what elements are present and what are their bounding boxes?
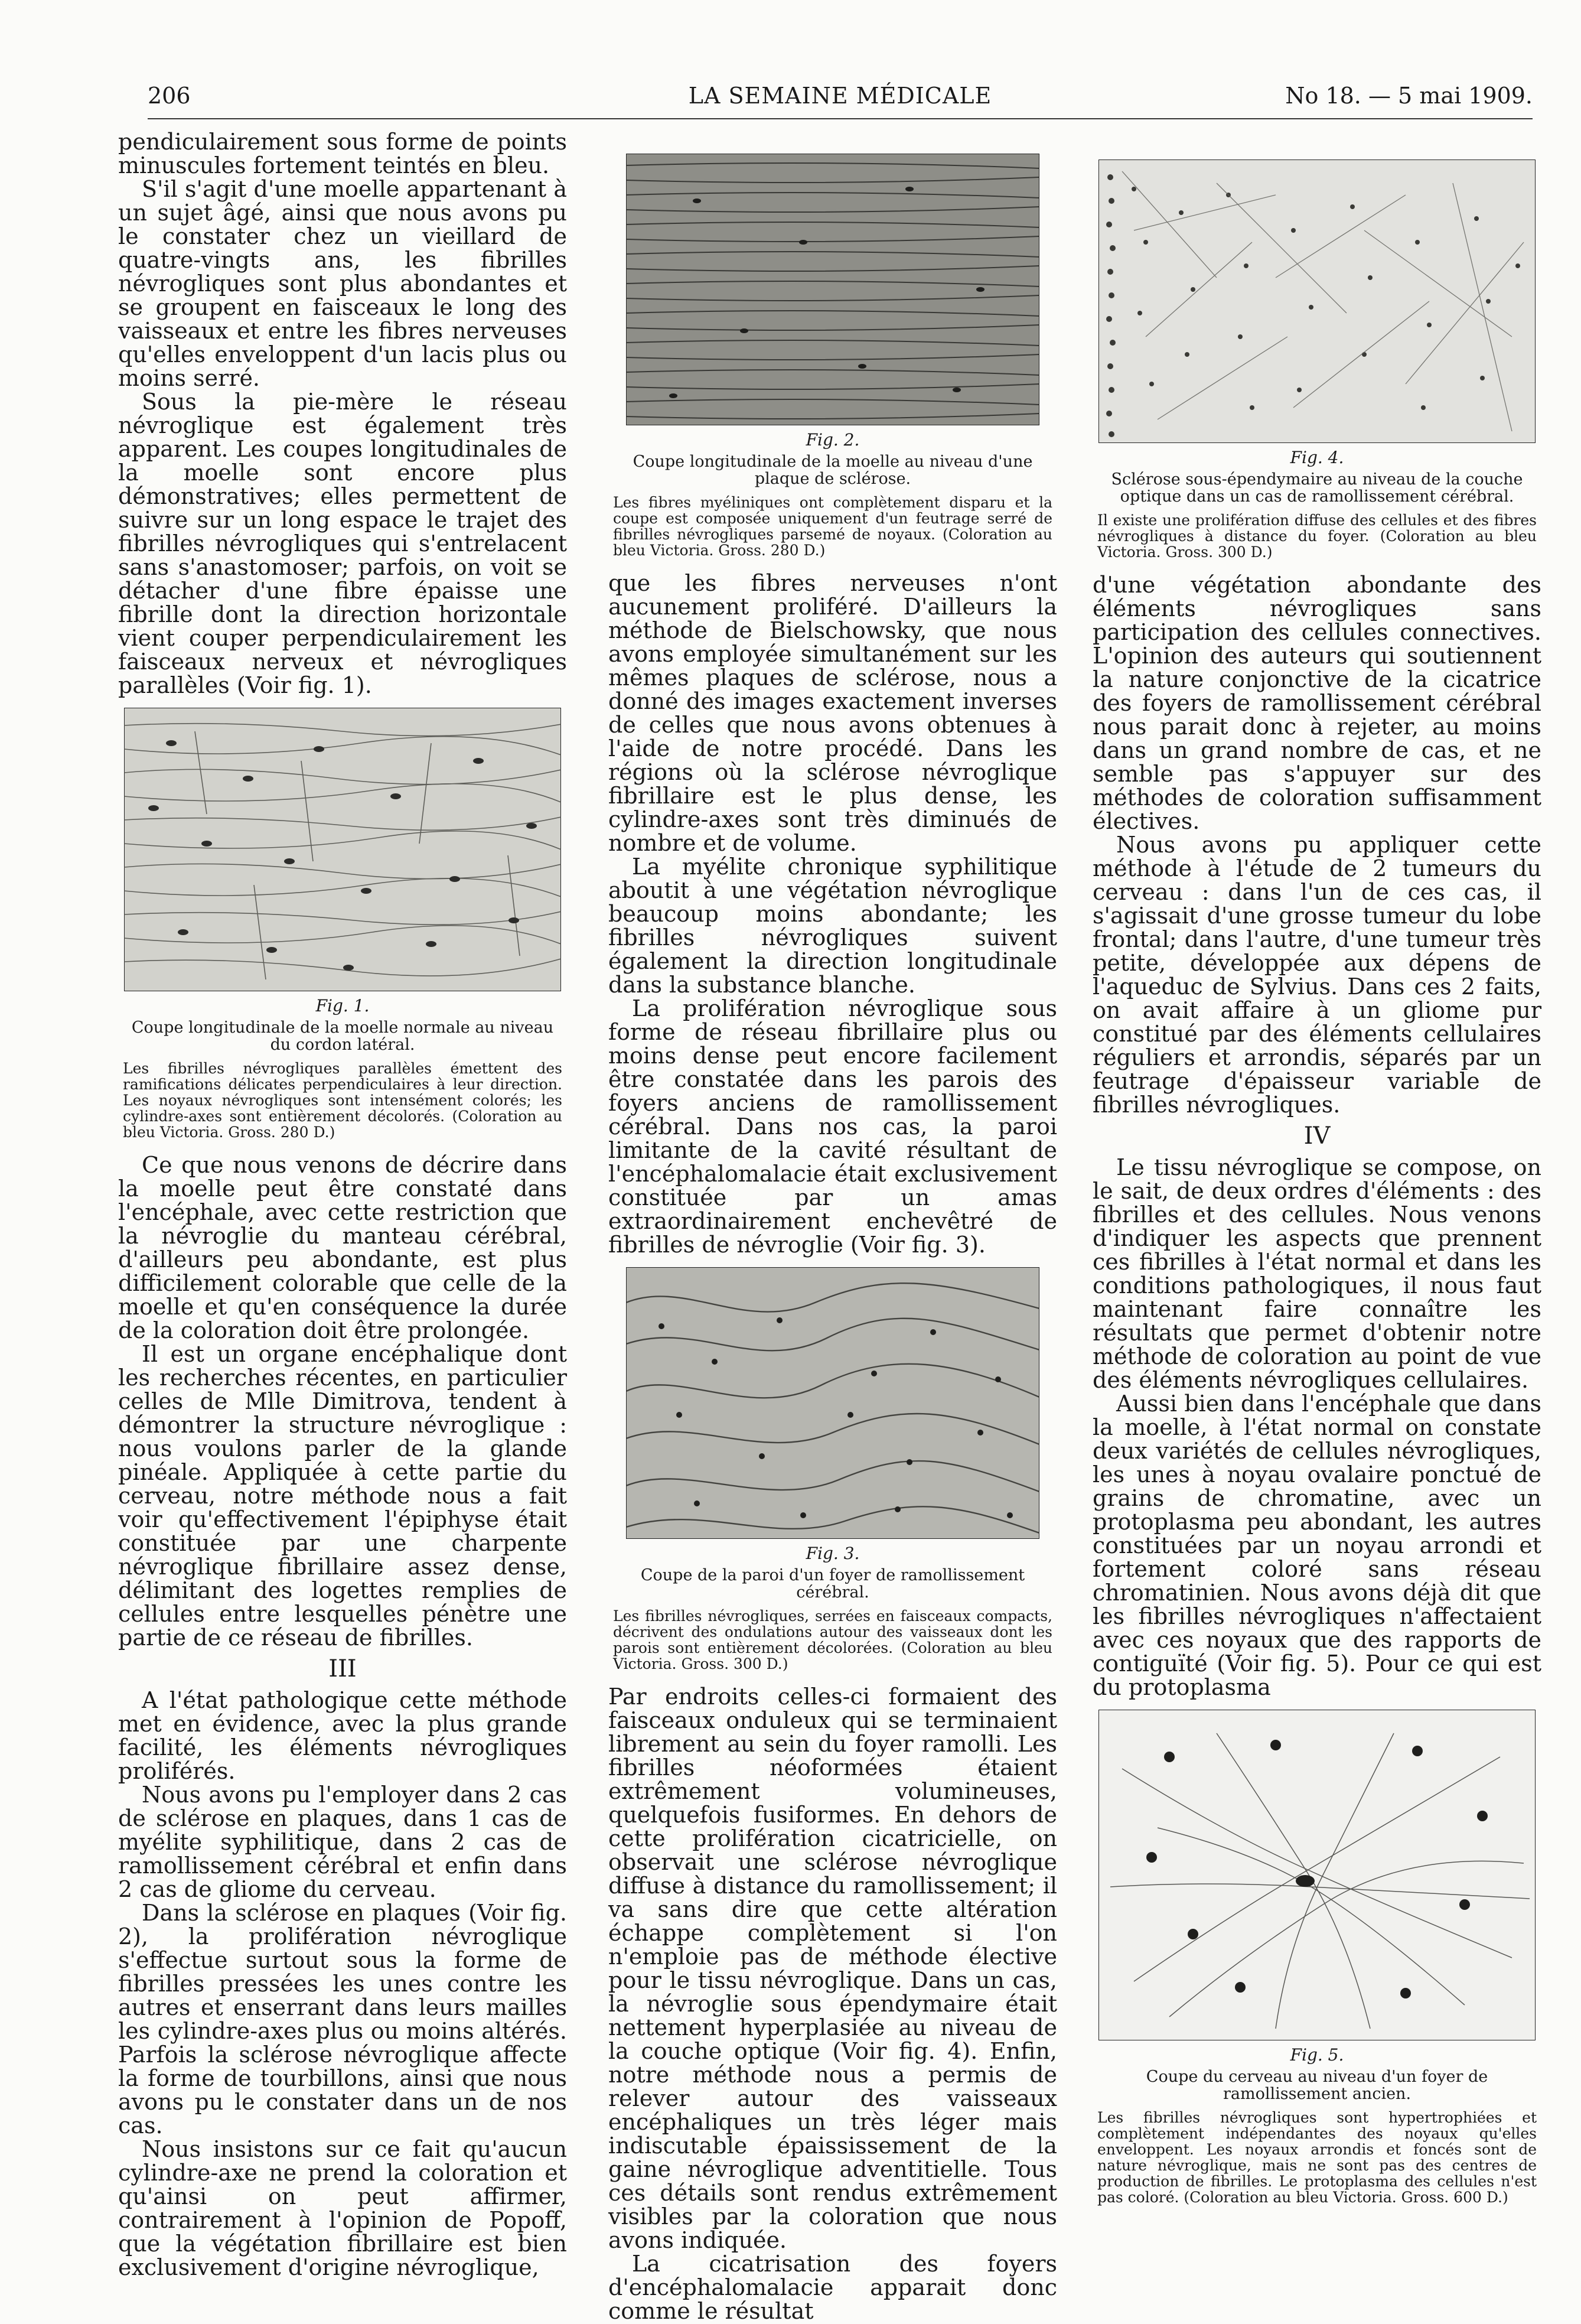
figure-4-label: Fig. 4.	[1290, 448, 1344, 467]
paragraph: d'une végétation abondante des éléments névrogliques sans participation des cellules connectives. L'opinion des auteurs qui soutiennent la nature conjonctive de la cicatrice des foyers de ramollissement cérébral nous parait donc à rejeter, au moins dans un grand nombre de cas, et ne semble pas s'appuyer sur des méthodes de coloration suffisamment électives.	[1093, 572, 1541, 834]
paragraph: La myélite chronique syphilitique aboutit à une végétation névroglique beaucoup moins abondante; les fibrilles névrogliques suivent également la direction longitudinale dans la substance blanche.	[608, 854, 1057, 998]
figure-5-illustration	[1098, 1710, 1536, 2040]
paragraph: pendiculairement sous forme de points minuscules fortement teintés en bleu.	[118, 129, 567, 178]
figure-3-description: Les fibrilles névrogliques, serrées en faisceaux compacts, décrivent des ondulations autour des vaisseaux dont les parois sont entièrement décolorées. (Coloration au bleu Victoria. Gross. 300 D.)	[613, 1607, 1052, 1672]
figure-5-caption: Coupe du cerveau au niveau d'un foyer de ramollissement ancien.	[1146, 2068, 1488, 2103]
paragraph: La cicatrisation des foyers d'encéphalomalacie apparait donc comme le résultat	[608, 2251, 1057, 2324]
issue-date: No 18. — 5 mai 1909.	[1285, 83, 1533, 109]
paragraph: Nous avons pu appliquer cette méthode à l'étude de 2 tumeurs du cerveau : dans l'un de ces cas, il s'agissait d'une grosse tumeur du lobe frontal; dans l'autre, d'une tumeur très petite, développée aux dépens de l'aqueduc de Sylvius. Dans ces 2 faits, on avait affaire à un gliome pur constitué par des éléments cellulaires réguliers et arrondis, séparés par un feutrage d'épaisseur variable de fibrilles névrogliques.	[1093, 832, 1541, 1118]
figure-2-caption: Coupe longitudinale de la moelle au niveau d'une plaque de sclérose.	[633, 453, 1033, 488]
figure-1-description: Les fibrilles névrogliques parallèles émettent des ramifications délicates perpendiculaires à leur direction. Les noyaux névrogliques sont intensément colorés; les cylindre-axes sont entièrement décolorés. (Coloration au bleu Victoria. Gross. 280 D.)	[123, 1060, 562, 1141]
figure-2	[608, 154, 1057, 558]
figure-1-illustration	[124, 708, 561, 991]
paragraph: Ce que nous venons de décrire dans la moelle peut être constaté dans l'encéphale, avec cette restriction que la névroglie du manteau cérébral, d'ailleurs peu abondante, est plus difficilement colorable que celle de la moelle et qu'en conséquence la durée de la coloration doit être prolongée.	[118, 1152, 567, 1343]
paragraph: Dans la sclérose en plaques (Voir fig. 2), la prolifération névroglique s'effectue surtout sous la forme de fibrilles pressées les unes contre les autres et enserrant dans leurs mailles les cylindre-axes plus ou moins altérés. Parfois la sclérose névroglique affecte la forme de tourbillons, ainsi que nous avons pu le constater dans un de nos cas.	[118, 1900, 567, 2139]
figure-3-illustration	[626, 1267, 1039, 1539]
paragraph: Il est un organe encéphalique dont les recherches récentes, en particulier celles de Mlle Dimitrova, tendent à démontrer la structure névroglique : nous voulons parler de la glande pinéale. Appliquée à cette partie du cerveau, notre méthode nous a fait voir qu'effectivement l'épiphyse était constituée par une charpente névroglique fibrillaire assez dense, délimitant des logettes remplies de cellules entre lesquelles pénètre une partie de ce réseau de fibrilles.	[118, 1341, 567, 1651]
figure-2-illustration	[626, 154, 1039, 425]
figure-4-description: Il existe une prolifération diffuse des cellules et des fibres névrogliques à distance du foyer. (Coloration au bleu Victoria. Gross. 300 D.)	[1097, 512, 1537, 561]
figure-1-label: Fig. 1.	[315, 996, 370, 1015]
figure-2-label: Fig. 2.	[806, 430, 860, 450]
section-heading-iv: IV	[1303, 1122, 1331, 1150]
column-middle	[608, 130, 1057, 2323]
figure-4-caption: Sclérose sous-épendymaire au niveau de la couche optique dans un cas de ramollissement cérébral.	[1111, 470, 1523, 506]
running-header	[148, 83, 1533, 118]
paragraph: S'il s'agit d'une moelle appartenant à un sujet âgé, ainsi que nous avons pu le constater chez un vieillard de quatre-vingts ans, les fibrilles névrogliques sont plus abondantes et se groupent en faisceaux le long des vaisseaux et entre les fibres nerveuses qu'elles enveloppent d'un lacis plus ou moins serré.	[118, 176, 567, 391]
paragraph: A l'état pathologique cette méthode met en évidence, avec la plus grande facilité, les éléments névrogliques proliférés.	[118, 1687, 567, 1784]
column-right	[1093, 130, 1541, 2218]
figure-4	[1093, 160, 1541, 560]
paragraph: que les fibres nerveuses n'ont aucunement proliféré. D'ailleurs la méthode de Bielschowsky, que nous avons employée simultanément sur les mêmes plaques de sclérose, nous a donné des images exactement inverses de celles que nous avons obtenues à l'aide de notre procédé. Dans les régions où la sclérose névroglique fibrillaire est le plus dense, les cylindre-axes sont très diminués de nombre et de volume.	[608, 570, 1057, 856]
figure-5-description: Les fibrilles névrogliques sont hypertrophiées et complètement indépendantes des noyaux qu'elles enveloppent. Les noyaux arrondis et foncés sont de nature névroglique, mais ne sont pas des centres de production de fibrilles. Le protoplasma des cellules n'est pas coloré. (Coloration au bleu Victoria. Gross. 600 D.)	[1097, 2109, 1537, 2206]
figure-1	[118, 708, 567, 1140]
paragraph: Nous avons pu l'employer dans 2 cas de sclérose en plaques, dans 1 cas de myélite syphilitique, dans 2 cas de ramollissement cérébral et enfin dans 2 cas de gliome du cerveau.	[118, 1782, 567, 1902]
figure-4-illustration	[1098, 160, 1536, 443]
figure-5	[1093, 1710, 1541, 2205]
figure-1-caption: Coupe longitudinale de la moelle normale au niveau du cordon latéral.	[131, 1018, 554, 1054]
paragraph: Aussi bien dans l'encéphale que dans la moelle, à l'état normal on constate deux variétés de cellules névrogliques, les unes à noyau ovalaire ponctué de grains de chromatine, avec un protoplasma peu abondant, les autres constituées par un noyau arrondi et fortement coloré sans réseau chromatinien. Nous avons déjà dit que les fibrilles névrogliques n'affectaient avec ces noyaux que des rapports de contiguïté (Voir fig. 5). Pour ce qui est du protoplasma	[1093, 1391, 1541, 1700]
paragraph: Sous la pie-mère le réseau névroglique est également très apparent. Les coupes longitudinales de la moelle sont encore plus démonstratives; elles permettent de suivre sur un long espace le trajet des fibrilles névrogliques qui s'entrelacent sans s'anastomoser; parfois, on voit se détacher d'une fibre épaisse une fibrille dont la direction horizontale vient couper perpendiculairement les faisceaux nerveux et névrogliques parallèles (Voir fig. 1).	[118, 389, 567, 698]
page-number: 206	[148, 83, 191, 109]
figure-3	[608, 1267, 1057, 1672]
figure-5-label: Fig. 5.	[1290, 2045, 1344, 2065]
paragraph: La prolifération névroglique sous forme de réseau fibrillaire plus ou moins dense peut encore facilement être constatée dans les parois des foyers anciens de ramollissement cérébral. Dans nos cas, la paroi limitante de la cavité résultant de l'encéphalomalacie était exclusivement constituée par un amas extraordinairement enchevêtré de fibrilles de névroglie (Voir fig. 3).	[608, 995, 1057, 1258]
paragraph: Le tissu névroglique se compose, on le sait, de deux ordres d'éléments : des fibrilles et des cellules. Nous venons d'indiquer les aspects que prennent ces fibrilles à l'état normal et dans les conditions pathologiques, il nous faut maintenant faire connaître les résultats que permet d'obtenir notre méthode de coloration au point de vue des éléments névrogliques cellulaires.	[1093, 1154, 1541, 1393]
figure-3-caption: Coupe de la paroi d'un foyer de ramollissement cérébral.	[640, 1566, 1025, 1602]
section-heading-iii: III	[328, 1655, 357, 1682]
journal-title: LA SEMAINE MÉDICALE	[688, 83, 992, 109]
column-left	[118, 130, 567, 2279]
figure-2-description: Les fibres myéliniques ont complètement disparu et la coupe est composée uniquement d'un feutrage serré de fibrilles névrogliques parsemé de noyaux. (Coloration au bleu Victoria. Gross. 280 D.)	[613, 494, 1052, 559]
figure-3-label: Fig. 3.	[806, 1544, 860, 1563]
paragraph: Par endroits celles-ci formaient des faisceaux onduleux qui se terminaient librement au sein du foyer ramolli. Les fibrilles néoformées étaient extrêmement volumineuses, quelquefois fusiformes. En dehors de cette prolifération cicatricielle, on observait une sclérose névroglique diffuse à distance du ramollissement; il va sans dire que cette altération échappe complètement si l'on n'emploie pas de méthode élective pour le tissu névroglique. Dans un cas, la névroglie sous épendymaire était nettement hyperplasiée au niveau de la couche optique (Voir fig. 4). Enfin, notre méthode nous a permis de relever autour des vaisseaux encéphaliques un très léger mais indiscutable épaississement de la gaine névroglique adventitielle. Tous ces détails sont rendus extrêmement visibles par la coloration que nous avons indiquée.	[608, 1684, 1057, 2253]
paragraph: Nous insistons sur ce fait qu'aucun cylindre-axe ne prend la coloration et qu'ainsi on peut affirmer, contrairement à l'opinion de Popoff, que la végétation fibrillaire est bien exclusivement d'origine névroglique,	[118, 2136, 567, 2280]
header-rule	[148, 118, 1533, 119]
